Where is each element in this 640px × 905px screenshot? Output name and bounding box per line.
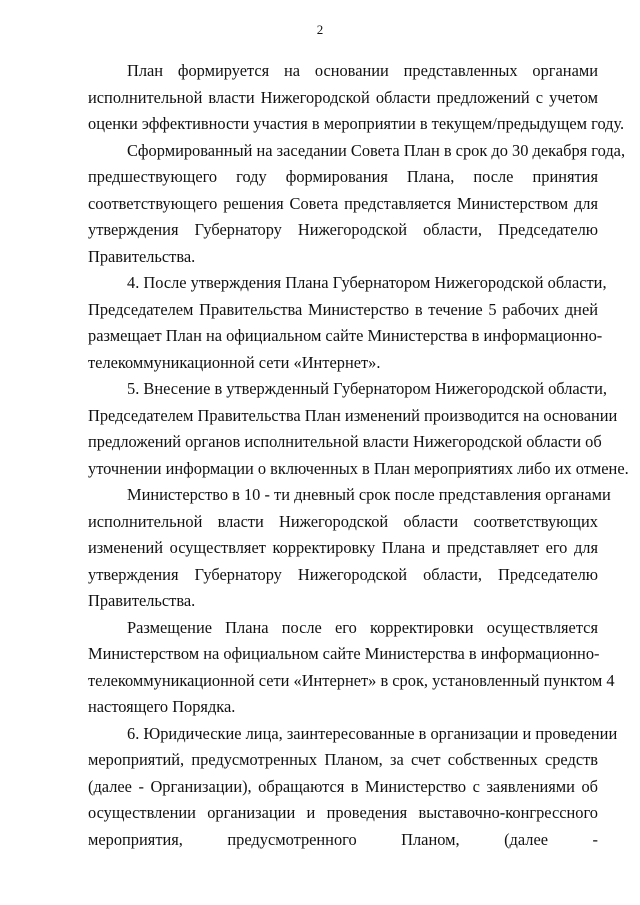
text-line: уточнении информации о включенных в План мероприятиях либо их отмене.: [88, 458, 629, 478]
text-line: оценки эффективности участия в мероприятии в текущем/предыдущем году.: [88, 114, 625, 133]
text-line: 4. После утверждения Плана Губернатором Нижегородской области,: [127, 273, 607, 292]
text-line: 6. Юридические лица, заинтересованные в организации и проведении: [127, 723, 618, 743]
text-line: изменений осуществляет корректировку Плана и представляет его для: [88, 538, 598, 557]
text-line: мероприятия, предусмотренного Планом, (далее -: [88, 829, 598, 849]
text-line: Правительства.: [88, 591, 196, 610]
text-line: настоящего Порядка.: [88, 697, 236, 716]
text-line: Министерство в 10 - ти дневный срок после представления органами: [127, 485, 611, 504]
text-line: (далее - Организации), обращаются в Министерство с заявлениями об: [88, 776, 598, 796]
text-line: размещает План на официальном сайте Министерства в информационно-: [88, 326, 603, 345]
text-line: телекоммуникационной сети «Интернет».: [88, 352, 381, 372]
text-line: Правительства.: [88, 246, 196, 266]
text-line: План формируется на основании представленных органами: [127, 61, 598, 80]
text-line: предложений органов исполнительной власти Нижегородской области об: [88, 432, 602, 451]
text-line: утверждения Губернатору Нижегородской области, Председателю: [88, 564, 598, 584]
document-body: [88, 58, 629, 853]
text-line: 5. Внесение в утвержденный Губернатором Нижегородской области,: [127, 379, 607, 398]
text-line: осуществлении организации и проведения выставочно-конгрессного: [88, 803, 598, 822]
text-line: Сформированный на заседании Совета План в срок до 30 декабря года,: [127, 140, 626, 160]
text-line: соответствующего решения Совета представляется Министерством для: [88, 193, 598, 213]
text-line: Председателем Правительства План изменений производится на основании: [88, 405, 618, 425]
text-line: исполнительной власти Нижегородской области предложений с учетом: [88, 87, 598, 107]
text-line: исполнительной власти Нижегородской области соответствующих: [88, 511, 598, 531]
text-line: телекоммуникационной сети «Интернет» в срок, установленный пунктом 4: [88, 670, 615, 690]
page-number: 2: [316, 22, 324, 37]
text-line: утверждения Губернатору Нижегородской области, Председателю: [88, 220, 598, 239]
text-line: Министерством на официальном сайте Министерства в информационно-: [88, 644, 600, 663]
text-line: мероприятий, предусмотренных Планом, за счет собственных средств: [88, 750, 598, 769]
text-line: Размещение Плана после его корректировки осуществляется: [127, 617, 598, 637]
text-line: предшествующего году формирования Плана, после принятия: [88, 167, 598, 186]
text-line: Председателем Правительства Министерство в течение 5 рабочих дней: [88, 299, 598, 319]
